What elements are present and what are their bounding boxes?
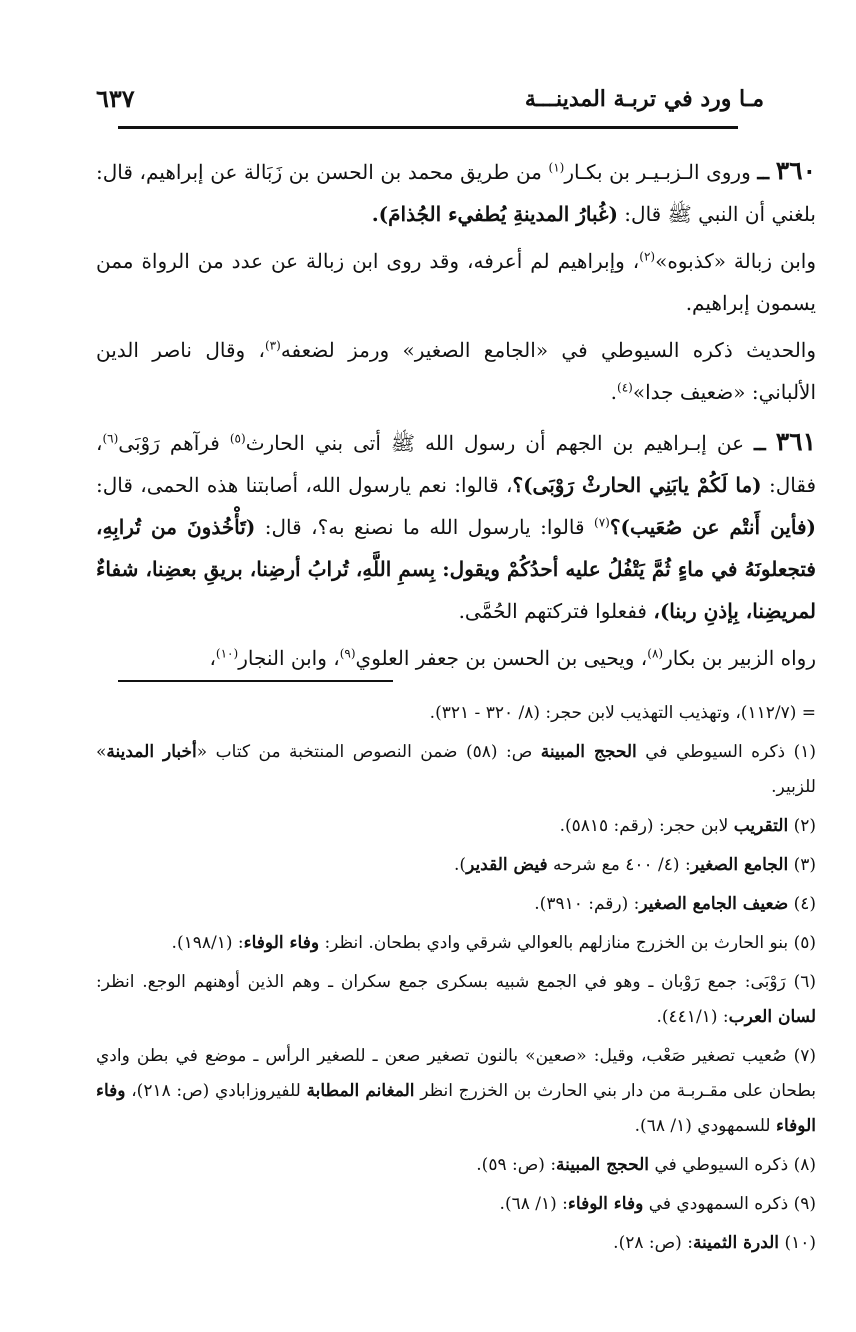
text-run: ، ويحيى بن الحسن بن جعفر العلوي: [355, 646, 648, 670]
footnote-text: (٨) ذكره السيوطي في: [654, 1155, 816, 1175]
footnote-text: (١٠): [784, 1233, 816, 1253]
footnote-ref: (١٠): [215, 646, 239, 661]
text-run: عن إبـراهيم بن الجهم أن رسول الله ﷺ أتى بني الحارث: [245, 431, 745, 455]
footnote-ref: (٩): [339, 646, 356, 661]
book-title: ضعيف الجامع الصغير: [639, 894, 789, 914]
footnote-3: [96, 848, 816, 883]
number-dash: ــ: [754, 431, 766, 455]
main-text: [96, 150, 816, 684]
footnote-text: (١) ذكره السيوطي في: [645, 742, 816, 762]
footnote-text: للفيروزابادي (ص: ٢١٨)،: [131, 1081, 301, 1101]
footnote-8: [96, 1148, 816, 1183]
footnote-text: : (١٩٨/١).: [171, 933, 244, 953]
footnote-text: (٩) ذكره السمهودي في: [648, 1194, 816, 1214]
hadith-quote: (فأين أَنتْم عن صُعَيب)؟: [609, 515, 816, 539]
hadith-360-paragraph: [96, 150, 816, 235]
footnote-4: [96, 887, 816, 922]
footnote-text: : (٤/ ٤٠٠ مع شرحه: [553, 855, 691, 875]
book-title: أخبار المدينة: [106, 742, 197, 762]
text-run: ففعلوا فتركتهم الحُمَّى.: [458, 599, 647, 623]
footnote-text: (٥) بنو الحارث بن الخزرج منازلهم بالعوالي شرقي وادي بطحان. انظر:: [324, 933, 816, 953]
footnote-text: ).: [454, 855, 467, 875]
footnotes: [96, 696, 816, 1265]
book-title: المغانم المطابة: [306, 1081, 415, 1101]
footnote-text: » للزبير.: [96, 742, 816, 797]
footnote-7: [96, 1039, 816, 1144]
text-run: فرآهم رَوْبَى: [118, 431, 220, 455]
footnote-ref: (١): [548, 160, 565, 175]
book-title: فيض القدير: [466, 855, 548, 875]
footnote-ref: (٧): [594, 515, 610, 530]
footnote-text: : (١/ ٦٨).: [499, 1194, 568, 1214]
footnote-text: (٢): [793, 816, 816, 836]
footnote-ref: (٥): [229, 431, 246, 446]
footnote-text: لابن حجر: (رقم: ٥٨١٥).: [559, 816, 729, 836]
footnote-separator: [118, 680, 393, 682]
footnote-5: [96, 926, 816, 961]
narration-paragraph: [96, 637, 816, 679]
hadith-number: ٣٦١: [775, 427, 817, 456]
page-number: ٦٣٧: [96, 84, 135, 113]
footnote-text: (٦) رَوْبَى: جمع رَوْبان ـ وهو في الجمع شبيه بسكرى جمع سكران ـ وهم الذين أوهنهم الوجع. انظر:: [96, 972, 816, 992]
text-run: ، وإبراهيم لم أعرفه، وقد روى ابن زبالة عن عدد من الرواة ممن يسمون إبراهيم.: [96, 249, 816, 315]
text-run: وابن زبالة «كذبوه»: [655, 249, 816, 273]
text-run: من طريق محمد بن الحسن بن زَبَالة عن إبراهيم، قال: بلغني أن النبي ﷺ قال:: [96, 160, 816, 226]
commentary-paragraph: [96, 329, 816, 413]
text-run: وروى الـزبـيـر بن بكـار: [564, 160, 751, 184]
book-title: وفاء الوفاء: [567, 1194, 644, 1214]
footnote-continuation: [96, 696, 816, 731]
book-title: الجامع الصغير: [690, 855, 789, 875]
footnote-1: [96, 735, 816, 805]
text-run: ، وابن النجار: [238, 646, 340, 670]
footnote-text: : (٤٤١/١).: [656, 1007, 729, 1027]
footnote-ref: (٢): [639, 249, 656, 264]
footnote-text: ص: (٥٨) ضمن النصوص المنتخبة من كتاب «: [196, 742, 533, 762]
header-rule: [118, 126, 738, 129]
footnote-text: : (رقم: ٣٩١٠).: [534, 894, 640, 914]
text-run: ،: [209, 646, 216, 670]
running-header-title: مـا ورد في تربـة المدينـــة: [524, 86, 764, 112]
footnote-text: للسمهودي (١/ ٦٨).: [634, 1116, 771, 1136]
footnote-text: (٤): [793, 894, 816, 914]
commentary-paragraph: [96, 240, 816, 324]
hadith-361-paragraph: [96, 421, 816, 632]
book-title: الدرة الثمينة: [692, 1233, 780, 1253]
footnote-10: [96, 1226, 816, 1261]
footnote-text: : (ص: ٥٩).: [476, 1155, 557, 1175]
hadith-quote: (ما لَكُمْ يابَنِي الحارثْ رَوْبَى)؟: [512, 473, 762, 497]
footnote-ref: (٨): [647, 646, 664, 661]
text-run: ، فقال:: [96, 431, 817, 497]
footnote-text: : (ص: ٢٨).: [613, 1233, 693, 1253]
footnote-ref: (٣): [264, 338, 281, 353]
number-dash: ــ: [757, 160, 770, 184]
text-run: ، وقال ناصر الدين الألباني: «ضعيف جدا»: [96, 338, 816, 404]
text-run: .: [610, 380, 618, 404]
footnote-text: = (١١٢/٧)، وتهذيب التهذيب لابن حجر: (٨/ ٣٢٠ - ٣٢١).: [429, 703, 816, 723]
footnote-ref: (٤): [617, 380, 633, 395]
text-run: والحديث ذكره السيوطي في «الجامع الصغير» ورمز لضعفه: [280, 338, 816, 362]
book-title: لسان العرب: [728, 1007, 816, 1027]
hadith-number: ٣٦٠: [775, 156, 817, 185]
footnote-text: (٧) صُعيب تصغير صَعْب، وقيل: «صعين» بالنون تصغير صعن ـ للصغير الرأس ـ موضع في بطن وادي بطحان على مقـربـة من دار بني الحارث بن الخزرج انظر: [96, 1046, 817, 1101]
footnote-text: (٣): [793, 855, 816, 875]
hadith-quote: (تَأْخُذونَ من تُرابِهِ، فتجعلونَهُ في ماءٍ ثُمَّ يَتْفُلُ عليه أحدُكُمْ ويقول: بِسمِ اللَّهِ، تُرابُ أرضِنا، بريقِ بعضِنا، شفاءٌ لمريضِنا، بِإذنِ ربنا)،: [96, 515, 816, 623]
book-title: الحجج المبينة: [540, 742, 637, 762]
text-run: قالوا: يارسول الله ما نصنع به؟، قال:: [264, 515, 585, 539]
book-title: الحجج المبينة: [556, 1155, 650, 1175]
footnote-6: [96, 965, 816, 1035]
book-title: وفاء الوفاء: [96, 1081, 816, 1136]
footnote-ref: (٦): [102, 431, 119, 446]
footnote-2: [96, 809, 816, 844]
text-run: رواه الزبير بن بكار: [663, 646, 816, 670]
hadith-quote: (غُبارُ المدينةِ يُطفيء الجُذامَ).: [371, 202, 618, 226]
book-title: التقريب: [733, 816, 789, 836]
footnote-9: [96, 1187, 816, 1222]
text-run: ، قالوا: نعم يارسول الله، أصابتنا هذه الحمى، قال:: [96, 473, 513, 497]
book-title: وفاء الوفاء: [243, 933, 320, 953]
